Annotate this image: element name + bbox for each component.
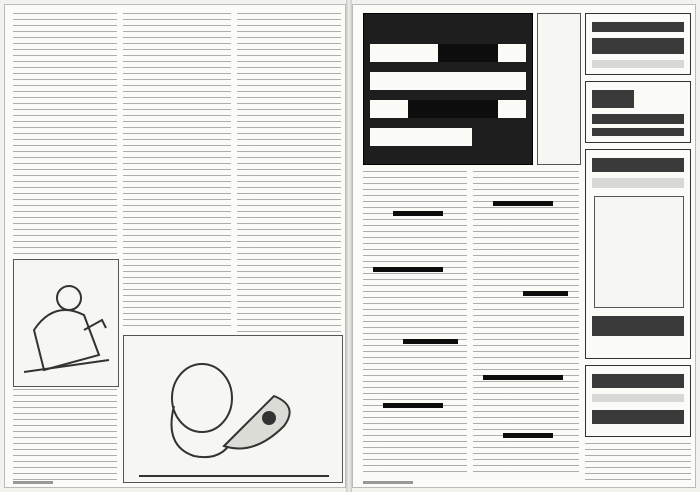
censor-bar (403, 339, 458, 344)
ad-2-text (586, 82, 587, 83)
left-column-1-bottom (13, 389, 117, 481)
left-page-folio (13, 481, 53, 484)
ad-box-4 (585, 365, 691, 437)
left-page (4, 4, 346, 488)
section-heading (353, 5, 354, 6)
censor-bar (523, 291, 568, 296)
ad-4-text (586, 366, 587, 367)
headline-line-1 (364, 14, 365, 15)
illustration-1-caption (14, 386, 15, 387)
subhead (353, 5, 354, 6)
censor-bar (408, 100, 498, 118)
man-on-bench-drawing-icon (13, 259, 119, 387)
byline (353, 5, 354, 6)
left-column-3 (237, 13, 341, 385)
illustration-2-caption (124, 482, 125, 483)
headline-line-3 (364, 14, 365, 15)
headline-line-4 (364, 14, 365, 15)
ad-box-3 (585, 149, 691, 359)
right-page-folio (363, 481, 413, 484)
ad-1-text (586, 14, 587, 15)
censor-bar (373, 267, 443, 272)
man-with-guitar-drawing-icon (123, 335, 343, 483)
reader-note (585, 443, 691, 481)
left-column-1 (13, 13, 117, 255)
side-illustration (537, 13, 581, 165)
ad-box-2 (585, 81, 691, 143)
censor-bar (438, 44, 498, 62)
left-column-2 (123, 13, 231, 331)
censor-bar (503, 433, 553, 438)
headline-block (363, 13, 533, 165)
ad-3-text (586, 150, 587, 151)
right-page (352, 4, 696, 488)
censor-bar (493, 201, 553, 206)
ad-box-1 (585, 13, 691, 75)
right-column-b (473, 171, 579, 477)
headline-line-2 (364, 14, 365, 15)
right-column-a (363, 171, 467, 477)
censor-bar (393, 211, 443, 216)
subscription-drawing-icon (594, 196, 684, 308)
censor-bar (383, 403, 443, 408)
censor-bar (483, 375, 563, 380)
